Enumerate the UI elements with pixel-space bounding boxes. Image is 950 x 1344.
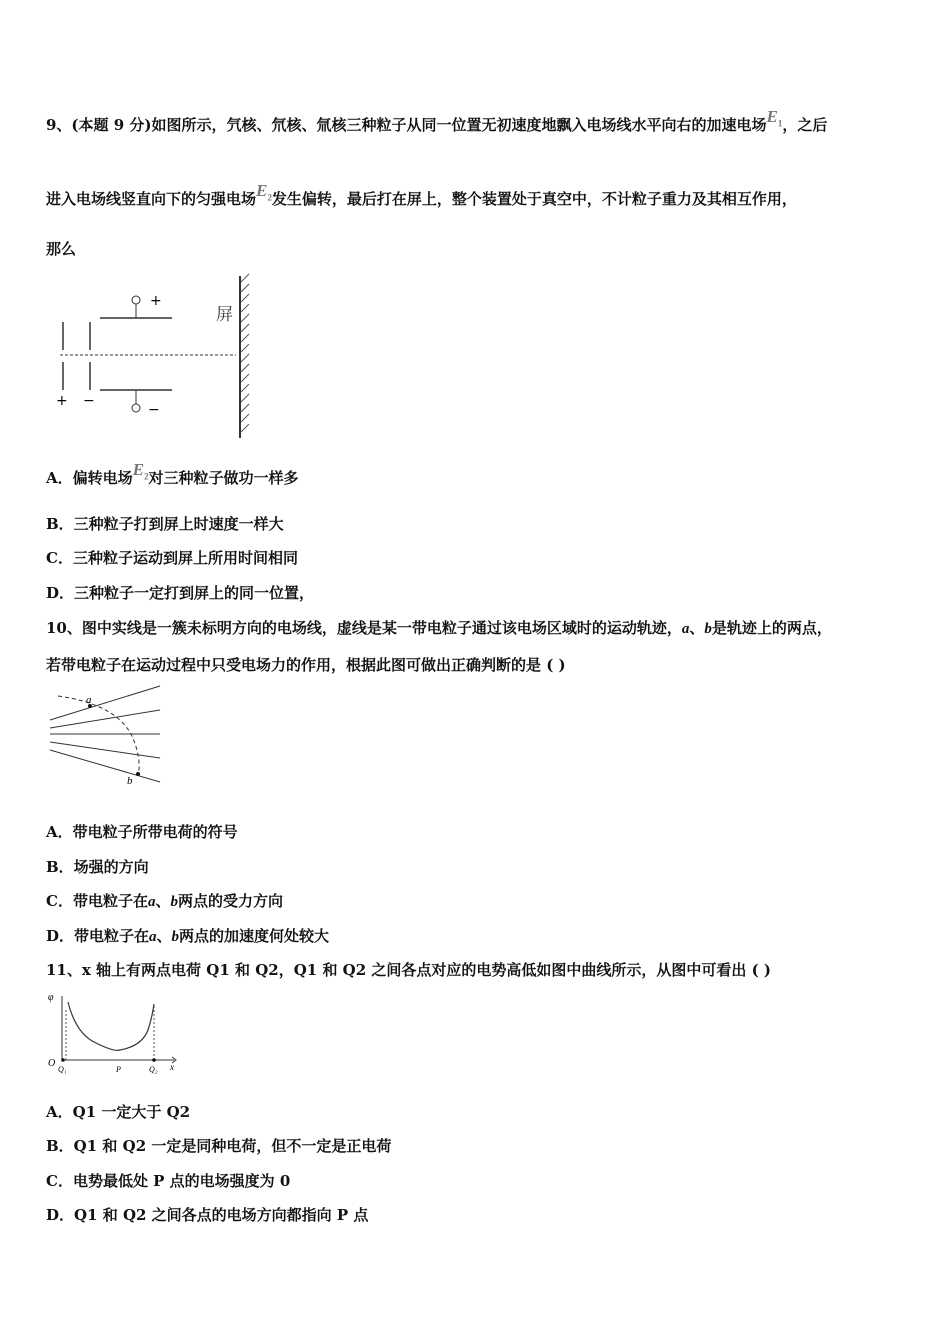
- q9-option-b[interactable]: B．三种粒子打到屏上时速度一样大: [46, 515, 284, 533]
- q10-option-b[interactable]: B．场强的方向: [46, 858, 149, 876]
- q10-stem-line1: 10、图中实线是一簇未标明方向的电场线，虚线是某一带电粒子通过该电场区域时的运动轨迹，a、b是轨迹上的两点，: [46, 619, 832, 637]
- point-a-label: a: [86, 694, 92, 706]
- q11-option-b[interactable]: B．Q1 和 Q2 一定是同种电荷，但不一定是正电荷: [46, 1137, 392, 1155]
- q9-stem-line2: 进入电场线竖直向下的匀强电场$E_2$发生偏转，最后打在屏上，整个装置处于真空中，不计粒子重力及其相互作用，: [46, 181, 797, 208]
- accel-plus-sign: +: [56, 393, 68, 409]
- q10-stem-line2: 若带电粒子在运动过程中只受电场力的作用，根据此图可做出正确判断的是 ( ): [46, 656, 566, 674]
- q9-figure: [46, 272, 276, 442]
- e2-symbol: $E_2$: [132, 460, 149, 482]
- q10-option-c[interactable]: C．带电粒子在a、b两点的受力方向: [46, 892, 283, 910]
- q11-stem: 11、x 轴上有两点电荷 Q1 和 Q2，Q1 和 Q2 之间各点对应的电势高低如图中曲线所示，从图中可看出 ( ): [46, 961, 772, 979]
- q11-option-a[interactable]: A．Q1 一定大于 Q2: [46, 1103, 191, 1121]
- q9-option-d[interactable]: D．三种粒子一定打到屏上的同一位置，: [46, 584, 315, 602]
- e1-symbol: $E_1$: [766, 107, 783, 129]
- q1-label: Q₁: [58, 1065, 67, 1074]
- q9-option-a[interactable]: A．偏转电场$E_2$对三种粒子做功一样多: [46, 460, 299, 487]
- x-axis-label: x: [170, 1062, 174, 1072]
- q9-stem-line3: 那么: [46, 240, 77, 258]
- phi-label: φ: [48, 992, 54, 1003]
- point-b-label: b: [127, 775, 133, 787]
- q11-option-c[interactable]: C．电势最低处 P 点的电场强度为 0: [46, 1172, 291, 1190]
- q2-label: Q₂: [149, 1065, 158, 1074]
- q10-option-a[interactable]: A．带电粒子所带电荷的符号: [46, 823, 238, 841]
- deflect-minus-sign: −: [148, 402, 160, 418]
- e2-symbol: $E_2$: [256, 181, 272, 203]
- screen-label: 屏: [216, 305, 233, 325]
- q10-figure: [46, 684, 166, 790]
- q11-figure: [46, 990, 186, 1076]
- origin-label: O: [48, 1058, 56, 1069]
- q9-option-c[interactable]: C．三种粒子运动到屏上所用时间相同: [46, 549, 298, 567]
- q9-stem-line1: 9、(本题 9 分)如图所示，氕核、氘核、氚核三种粒子从同一位置无初速度地飘入电场线水平向右的加速电场$E_1$，之后: [46, 107, 828, 134]
- accel-minus-sign: −: [83, 393, 95, 409]
- q10-option-d[interactable]: D．带电粒子在a、b两点的加速度何处较大: [46, 927, 330, 945]
- deflect-plus-sign: +: [150, 293, 162, 309]
- q11-option-d[interactable]: D．Q1 和 Q2 之间各点的电场方向都指向 P 点: [46, 1206, 369, 1224]
- p-label: P: [116, 1065, 121, 1074]
